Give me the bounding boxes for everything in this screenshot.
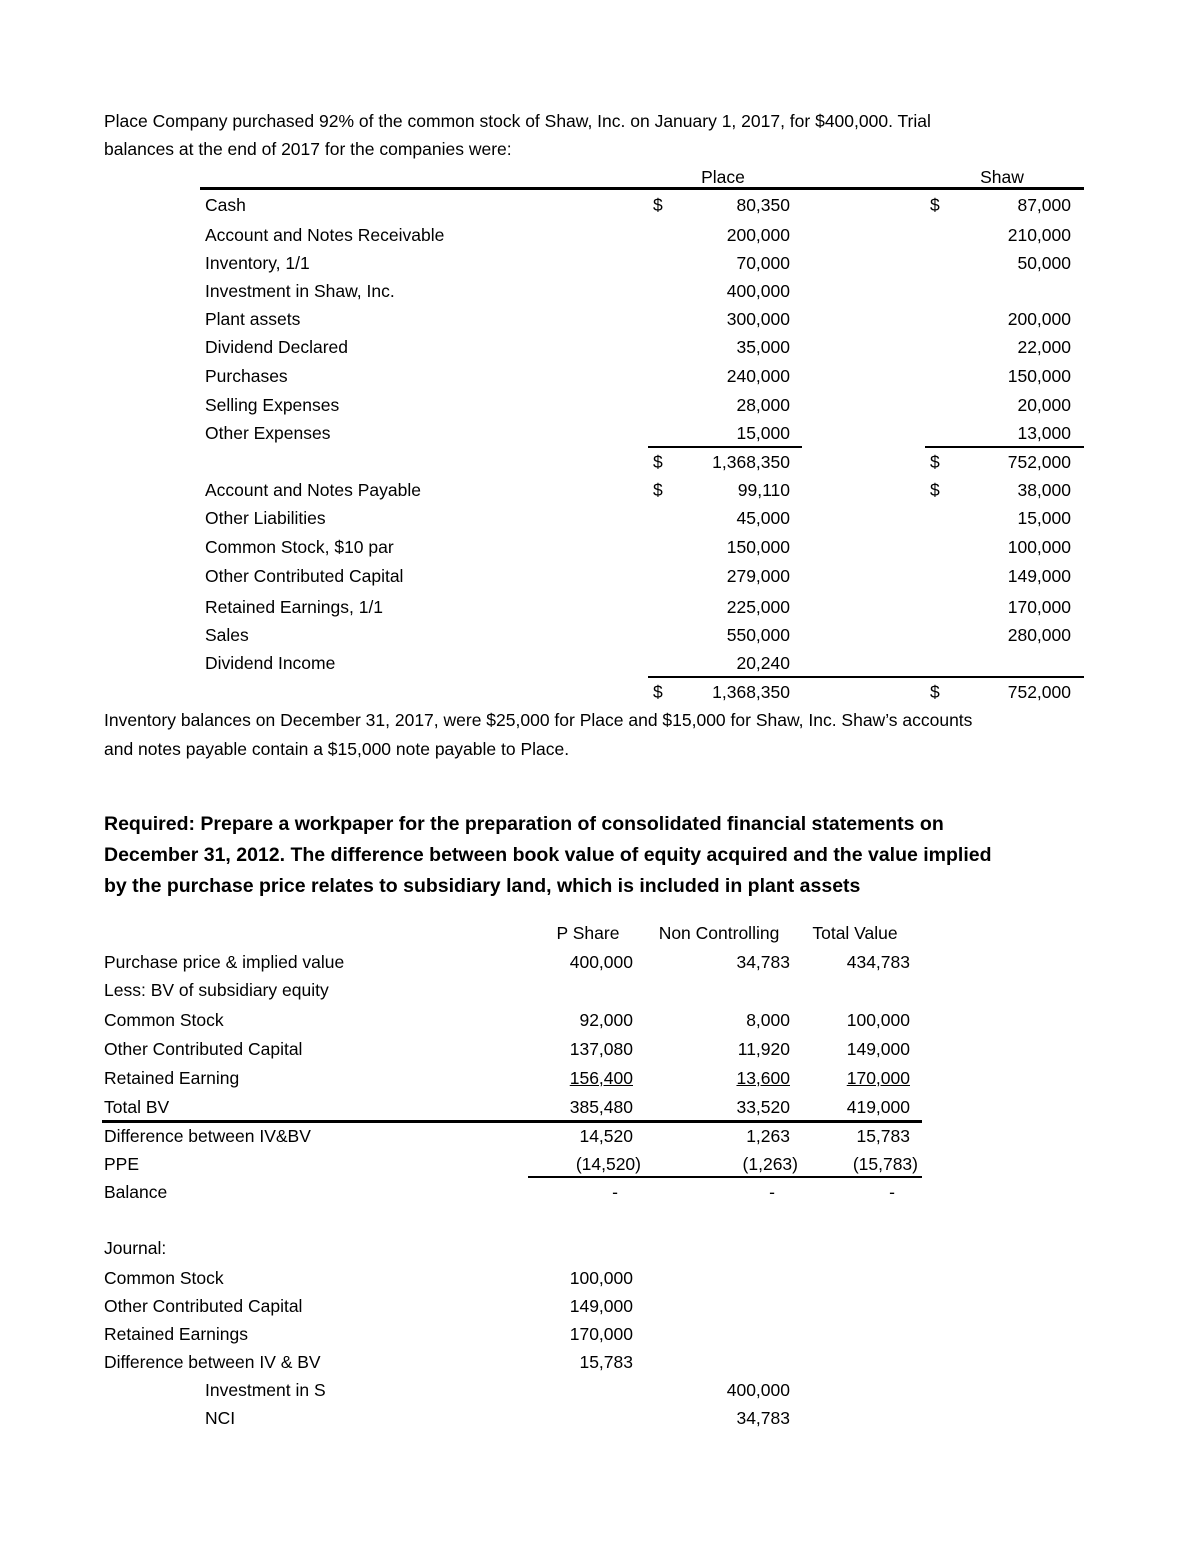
allocation-value: 137,080 (569, 1039, 633, 1059)
journal-title: Journal: (104, 1238, 167, 1258)
place-value: 20,240 (736, 653, 790, 673)
journal-account: Investment in S (205, 1380, 326, 1400)
allocation-value: 8,000 (746, 1010, 790, 1030)
dollar-sign: $ (653, 452, 663, 472)
place-value: 35,000 (736, 337, 790, 357)
row-label: Purchases (205, 366, 288, 386)
row-label: Inventory, 1/1 (205, 253, 310, 273)
shaw-value: 170,000 (1007, 597, 1071, 617)
column-header-shaw: Shaw (980, 167, 1024, 187)
place-value: 400,000 (726, 281, 790, 301)
row-label: Cash (205, 195, 246, 215)
journal-debit: 15,783 (579, 1352, 633, 1372)
place-value: 150,000 (726, 537, 790, 557)
required-text: by the purchase price relates to subsidiary land, which is included in plant assets (104, 875, 861, 897)
shaw-value: 38,000 (1017, 480, 1071, 500)
shaw-value: 87,000 (1017, 195, 1071, 215)
row-label: Dividend Declared (205, 337, 348, 357)
journal-debit: 149,000 (569, 1296, 633, 1316)
row-label: Investment in Shaw, Inc. (205, 281, 395, 301)
allocation-row-label: Other Contributed Capital (104, 1039, 303, 1059)
journal-credit: 34,783 (736, 1408, 790, 1428)
place-value: 99,110 (737, 480, 790, 500)
subtotal-rule (925, 446, 1084, 448)
place-value: 70,000 (736, 253, 790, 273)
dollar-sign: $ (653, 195, 663, 215)
required-text: Required: Prepare a workpaper for the preparation of consolidated financial statements on (104, 813, 944, 835)
allocation-row-label: Purchase price & implied value (104, 952, 345, 972)
allocation-value: 13,600 (736, 1068, 790, 1088)
balance-rule (528, 1176, 922, 1178)
allocation-row-label: PPE (104, 1154, 140, 1174)
row-label: Sales (205, 625, 249, 645)
journal-debit: 170,000 (569, 1324, 633, 1344)
required-text: December 31, 2012. The difference between book value of equity acquired and the value implied (104, 844, 992, 866)
journal-debit: 100,000 (569, 1268, 633, 1288)
allocation-value: - (612, 1182, 618, 1202)
row-label: Account and Notes Receivable (205, 225, 445, 245)
allocation-value: 11,920 (737, 1039, 790, 1059)
place-value: 225,000 (726, 597, 790, 617)
shaw-value: 22,000 (1017, 337, 1071, 357)
allocation-value: 34,783 (736, 952, 790, 972)
allocation-value: 419,000 (846, 1097, 910, 1117)
p-share-header: P Share (556, 923, 620, 943)
journal-account: Difference between IV & BV (104, 1352, 321, 1372)
place-value: 1,368,350 (712, 452, 790, 472)
table-top-rule (200, 187, 1084, 190)
allocation-value: (1,263) (742, 1154, 798, 1174)
intro-text: Place Company purchased 92% of the common stock of Shaw, Inc. on January 1, 2017, for $400,000. Trial (104, 111, 931, 131)
allocation-row-label: Retained Earning (104, 1068, 240, 1088)
allocation-value: 1,263 (746, 1126, 790, 1146)
place-value: 15,000 (736, 423, 790, 443)
row-label: Other Contributed Capital (205, 566, 404, 586)
allocation-value: 100,000 (846, 1010, 910, 1030)
total-value-header: Total Value (812, 923, 898, 943)
allocation-value: - (769, 1182, 775, 1202)
journal-account: Other Contributed Capital (104, 1296, 303, 1316)
allocation-value: 92,000 (579, 1010, 633, 1030)
place-value: 80,350 (736, 195, 790, 215)
total-bv-rule (102, 1120, 922, 1123)
row-label: Common Stock, $10 par (205, 537, 394, 557)
shaw-value: 149,000 (1007, 566, 1071, 586)
shaw-value: 50,000 (1017, 253, 1071, 273)
shaw-value: 100,000 (1007, 537, 1071, 557)
dollar-sign: $ (653, 480, 663, 500)
dollar-sign: $ (653, 682, 663, 702)
place-value: 279,000 (726, 566, 790, 586)
shaw-value: 280,000 (1007, 625, 1071, 645)
row-label: Other Expenses (205, 423, 331, 443)
shaw-value: 150,000 (1007, 366, 1071, 386)
dollar-sign: $ (930, 682, 940, 702)
total-rule (648, 676, 1084, 678)
shaw-value: 200,000 (1007, 309, 1071, 329)
allocation-value: 149,000 (846, 1039, 910, 1059)
place-value: 240,000 (726, 366, 790, 386)
row-label: Account and Notes Payable (205, 480, 421, 500)
subtotal-rule (648, 446, 802, 448)
allocation-value: 385,480 (569, 1097, 633, 1117)
intro-text: balances at the end of 2017 for the companies were: (104, 139, 512, 159)
shaw-value: 13,000 (1017, 423, 1071, 443)
row-label: Other Liabilities (205, 508, 326, 528)
column-header-place: Place (701, 167, 745, 187)
allocation-row-label: Difference between IV&BV (104, 1126, 311, 1146)
place-value: 550,000 (726, 625, 790, 645)
row-label: Plant assets (205, 309, 301, 329)
notes-text: Inventory balances on December 31, 2017, were $25,000 for Place and $15,000 for Shaw, Inc. Shaw’s accounts (104, 710, 973, 730)
row-label: Retained Earnings, 1/1 (205, 597, 384, 617)
allocation-value: 15,783 (856, 1126, 910, 1146)
journal-account: Common Stock (104, 1268, 224, 1288)
journal-account: Retained Earnings (104, 1324, 248, 1344)
allocation-value: - (889, 1182, 895, 1202)
place-value: 200,000 (726, 225, 790, 245)
place-value: 45,000 (736, 508, 790, 528)
shaw-value: 210,000 (1007, 225, 1071, 245)
shaw-value: 15,000 (1017, 508, 1071, 528)
place-value: 300,000 (726, 309, 790, 329)
allocation-value: (15,783) (852, 1154, 918, 1174)
shaw-value: 752,000 (1007, 452, 1071, 472)
allocation-value: 170,000 (846, 1068, 910, 1088)
allocation-row-label: Common Stock (104, 1010, 224, 1030)
dollar-sign: $ (930, 480, 940, 500)
allocation-value: 14,520 (579, 1126, 633, 1146)
allocation-value: (14,520) (575, 1154, 641, 1174)
journal-account: NCI (205, 1408, 236, 1428)
non-controlling-header: Non Controlling (658, 923, 780, 943)
dollar-sign: $ (930, 195, 940, 215)
allocation-row-label: Less: BV of subsidiary equity (104, 980, 329, 1000)
place-value: 1,368,350 (712, 682, 790, 702)
allocation-value: 33,520 (736, 1097, 790, 1117)
allocation-value: 434,783 (846, 952, 910, 972)
place-value: 28,000 (736, 395, 790, 415)
row-label: Selling Expenses (205, 395, 340, 415)
notes-text: and notes payable contain a $15,000 note payable to Place. (104, 739, 570, 759)
allocation-row-label: Balance (104, 1182, 168, 1202)
journal-credit: 400,000 (726, 1380, 790, 1400)
shaw-value: 20,000 (1017, 395, 1071, 415)
dollar-sign: $ (930, 452, 940, 472)
allocation-value: 156,400 (569, 1068, 633, 1088)
row-label: Dividend Income (205, 653, 336, 673)
allocation-value: 400,000 (569, 952, 633, 972)
shaw-value: 752,000 (1007, 682, 1071, 702)
allocation-row-label: Total BV (104, 1097, 170, 1117)
